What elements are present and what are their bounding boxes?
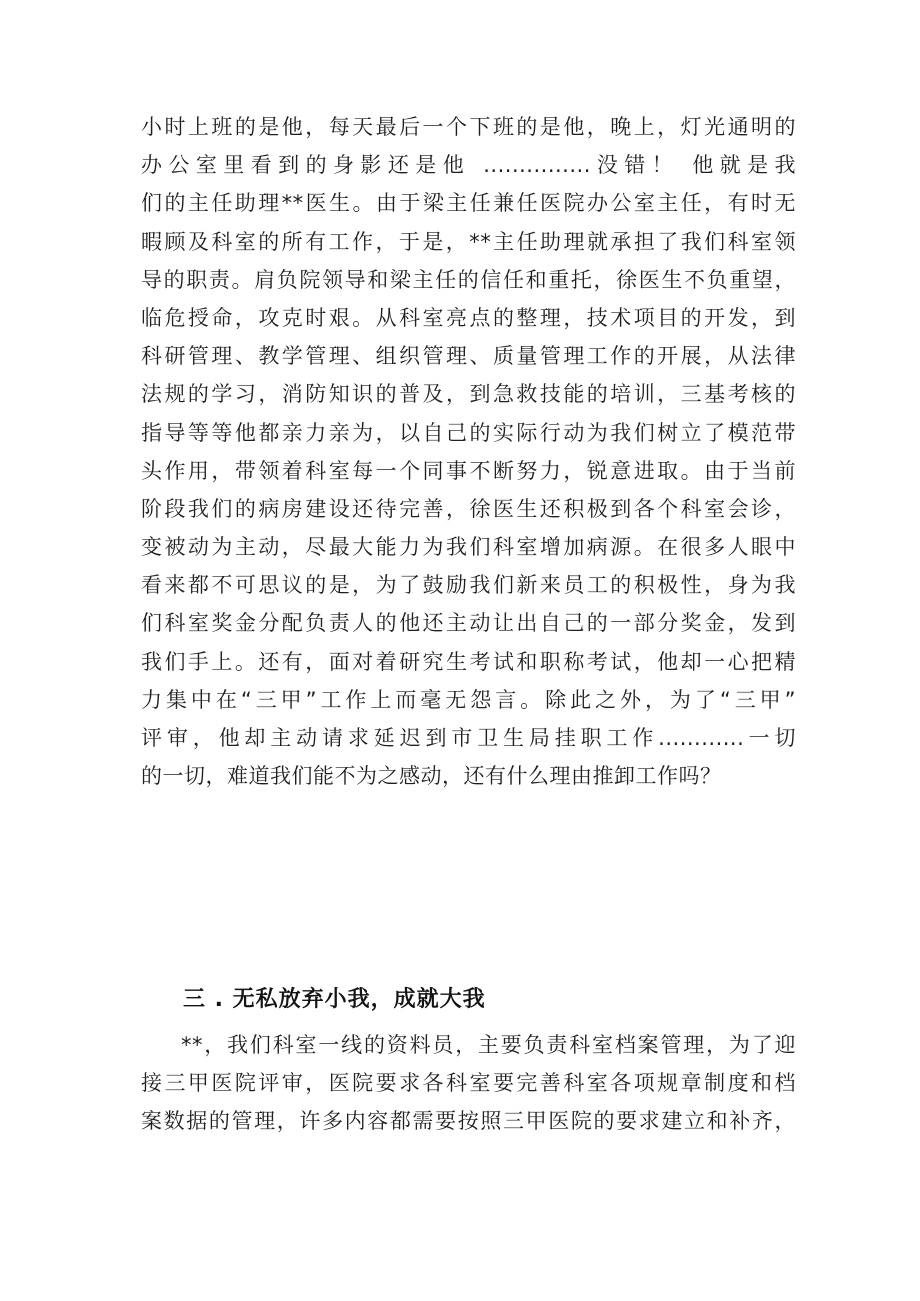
text-line: 小时上班的是他，每天最后一个下班的是他，晚上，灯光通明的	[141, 115, 796, 139]
paragraph-2	[141, 1026, 796, 1141]
text-line: 评审，他却主动请求延迟到市卫生局挂职工作............一切	[141, 726, 796, 750]
text-line: 们科室奖金分配负责人的他还主动让出自己的一部分奖金，发到	[141, 611, 796, 636]
text-line: 变被动为主动，尽最大能力为我们科室增加病源。在很多人眼中	[141, 535, 796, 560]
text-line: 暇顾及科室的所有工作，于是，**主任助理就承担了我们科室领	[141, 229, 796, 254]
text-line: 力集中在“三甲”工作上而毫无怨言。除此之外，为了“三甲”	[141, 687, 796, 712]
text-line: **，我们科室一线的资料员，主要负责科室档案管理，为了迎	[181, 1033, 796, 1057]
text-line: 阶段我们的病房建设还待完善，徐医生还积极到各个科室会诊，	[141, 496, 796, 521]
text-line: 接三甲医院评审，医院要求各科室要完善科室各项规章制度和档	[141, 1071, 796, 1096]
text-line: 我们手上。还有，面对着研究生考试和职称考试，他却一心把精	[141, 649, 796, 674]
text-line: 头作用，带领着科室每一个同事不断努力，锐意进取。由于当前	[141, 458, 796, 483]
text-line: 临危授命，攻克时艰。从科室亮点的整理，技术项目的开发，到	[141, 305, 796, 330]
text-line: 们的主任助理**医生。由于梁主任兼任医院办公室主任，有时无	[141, 191, 796, 216]
text-line: 的一切，难道我们能不为之感动，还有什么理由推卸工作吗？	[141, 764, 722, 789]
text-line: 指导等等他都亲力亲为，以自己的实际行动为我们树立了模范带	[141, 420, 796, 445]
text-line: 法规的学习，消防知识的普及，到急救技能的培训，三基考核的	[141, 382, 796, 407]
section-heading: 三 . 无私放弃小我，成就大我	[183, 987, 486, 1012]
text-line: 导的职责。肩负院领导和梁主任的信任和重托，徐医生不负重望，	[141, 267, 796, 292]
paragraph-1	[141, 108, 796, 795]
text-line: 案数据的管理，许多内容都需要按照三甲医院的要求建立和补齐，	[141, 1109, 796, 1134]
text-line: 看来都不可思议的是，为了鼓励我们新来员工的积极性，身为我	[141, 573, 796, 598]
text-line: 科研管理、教学管理、组织管理、质量管理工作的开展，从法律	[141, 344, 796, 369]
text-line: 办公室里看到的身影还是他 ...............没错！ 他就是我	[141, 153, 796, 178]
